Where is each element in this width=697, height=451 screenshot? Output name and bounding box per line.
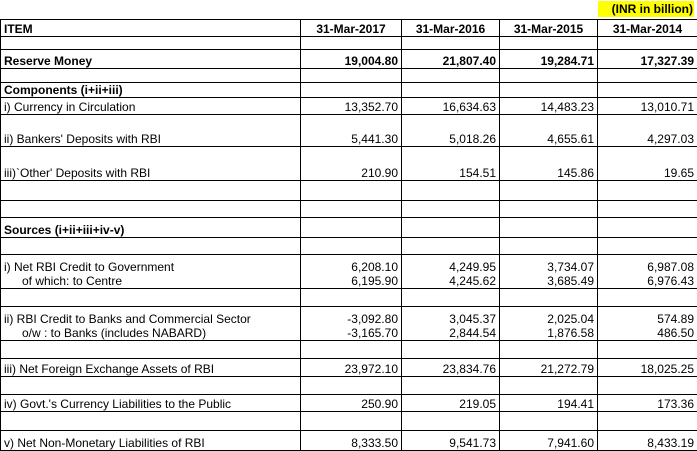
cell-line: 6,195.90 <box>304 274 398 288</box>
cell-line: o/w : to Banks (includes NABARD) <box>4 326 297 340</box>
table-row <box>1 201 697 218</box>
cell-line: -3,092.80 <box>304 312 398 326</box>
value-cell <box>301 69 402 83</box>
header-row <box>1 20 697 37</box>
item-cell <box>1 201 301 218</box>
cell-line: 574.89 <box>601 312 694 326</box>
value-cell <box>301 307 402 341</box>
value-cell <box>402 377 500 395</box>
value-cell: 18,025.25 <box>598 359 697 377</box>
value-cell <box>500 201 598 218</box>
item-cell: v) Net Non-Monetary Liabilities of RBI <box>1 431 301 451</box>
item-cell: Reserve Money <box>1 50 301 69</box>
item-cell <box>1 69 301 83</box>
value-cell <box>598 255 697 289</box>
item-cell: iii) Net Foreign Exchange Assets of RBI <box>1 359 301 377</box>
table-row <box>1 307 697 341</box>
item-cell: Components (i+ii+iii) <box>1 83 301 98</box>
value-cell: 13,352.70 <box>301 98 402 115</box>
item-cell: iv) Govt.'s Currency Liabilities to the Public <box>1 395 301 412</box>
cell-line: 486.50 <box>601 326 694 340</box>
value-cell <box>500 377 598 395</box>
table-row <box>1 147 697 181</box>
value-cell: 17,327.39 <box>598 50 697 69</box>
value-cell <box>598 289 697 307</box>
value-cell: 219.05 <box>402 395 500 412</box>
table-row <box>1 255 697 289</box>
value-cell: 13,010.71 <box>598 98 697 115</box>
value-cell <box>402 218 500 238</box>
value-cell <box>301 218 402 238</box>
item-cell <box>1 307 301 341</box>
value-cell: 9,541.73 <box>402 431 500 451</box>
value-cell <box>598 181 697 201</box>
value-cell <box>598 307 697 341</box>
item-cell <box>1 377 301 395</box>
value-cell: 8,433.19 <box>598 431 697 451</box>
table-row <box>1 83 697 98</box>
value-cell: 14,483.23 <box>500 98 598 115</box>
value-cell <box>500 307 598 341</box>
table-row <box>1 289 697 307</box>
value-cell <box>598 201 697 218</box>
item-cell <box>1 412 301 431</box>
item-cell <box>1 181 301 201</box>
table-row <box>1 431 697 451</box>
value-cell: 4,655.61 <box>500 115 598 147</box>
value-cell <box>598 341 697 359</box>
value-cell: 23,834.76 <box>402 359 500 377</box>
value-cell <box>402 412 500 431</box>
value-cell: 8,333.50 <box>301 431 402 451</box>
value-cell <box>598 69 697 83</box>
value-cell <box>500 255 598 289</box>
table-row <box>1 50 697 69</box>
table-row <box>1 395 697 412</box>
cell-line: of which: to Centre <box>4 274 297 288</box>
value-cell: 210.90 <box>301 147 402 181</box>
cell-line: 4,245.62 <box>405 274 496 288</box>
value-cell <box>301 37 402 50</box>
value-cell: 250.90 <box>301 395 402 412</box>
item-cell: ii) Bankers' Deposits with RBI <box>1 115 301 147</box>
cell-line: 6,987.08 <box>601 260 694 274</box>
value-cell <box>598 377 697 395</box>
value-cell <box>402 83 500 98</box>
table-row <box>1 181 697 201</box>
value-cell <box>500 289 598 307</box>
value-cell <box>402 307 500 341</box>
value-cell <box>301 341 402 359</box>
value-cell <box>301 377 402 395</box>
value-cell <box>500 181 598 201</box>
value-cell <box>500 238 598 255</box>
cell-line: 4,249.95 <box>405 260 496 274</box>
value-cell <box>402 289 500 307</box>
value-cell <box>598 218 697 238</box>
value-cell: 21,272.79 <box>500 359 598 377</box>
value-cell <box>301 181 402 201</box>
header-date: 31-Mar-2014 <box>598 20 697 37</box>
cell-line: i) Net RBI Credit to Government <box>4 260 297 274</box>
value-cell <box>500 69 598 83</box>
value-cell: 19,004.80 <box>301 50 402 69</box>
value-cell <box>301 289 402 307</box>
item-cell: iii)`Other' Deposits with RBI <box>1 147 301 181</box>
value-cell <box>598 83 697 98</box>
header-date: 31-Mar-2017 <box>301 20 402 37</box>
table-row <box>1 218 697 238</box>
unit-note: (INR in billion) <box>598 1 694 17</box>
value-cell <box>301 255 402 289</box>
value-cell <box>598 412 697 431</box>
table-row <box>1 98 697 115</box>
table-row <box>1 37 697 50</box>
value-cell <box>402 201 500 218</box>
table-row <box>1 359 697 377</box>
value-cell: 5,018.26 <box>402 115 500 147</box>
item-cell: i) Currency in Circulation <box>1 98 301 115</box>
table-body <box>1 37 697 451</box>
cell-line: -3,165.70 <box>304 326 398 340</box>
value-cell <box>500 37 598 50</box>
value-cell <box>598 37 697 50</box>
value-cell: 4,297.03 <box>598 115 697 147</box>
value-cell <box>598 238 697 255</box>
item-cell <box>1 289 301 307</box>
value-cell: 19,284.71 <box>500 50 598 69</box>
reserve-money-table <box>0 19 697 451</box>
cell-line: 6,976.43 <box>601 274 694 288</box>
value-cell: 19.65 <box>598 147 697 181</box>
table-row <box>1 412 697 431</box>
value-cell: 194.41 <box>500 395 598 412</box>
table-row <box>1 377 697 395</box>
cell-line: 3,734.07 <box>503 260 594 274</box>
table-row <box>1 115 697 147</box>
item-cell <box>1 37 301 50</box>
cell-line: 6,208.10 <box>304 260 398 274</box>
header-item: ITEM <box>1 20 301 37</box>
value-cell <box>402 37 500 50</box>
cell-line: 2,025.04 <box>503 312 594 326</box>
value-cell: 16,634.63 <box>402 98 500 115</box>
value-cell <box>402 341 500 359</box>
item-cell: Sources (i+ii+iii+iv-v) <box>1 218 301 238</box>
value-cell <box>402 181 500 201</box>
value-cell: 5,441.30 <box>301 115 402 147</box>
value-cell: 21,807.40 <box>402 50 500 69</box>
value-cell <box>500 341 598 359</box>
table-row <box>1 238 697 255</box>
value-cell <box>500 412 598 431</box>
value-cell <box>500 83 598 98</box>
item-cell <box>1 341 301 359</box>
value-cell <box>301 238 402 255</box>
value-cell <box>301 83 402 98</box>
value-cell <box>402 255 500 289</box>
cell-line: 3,045.37 <box>405 312 496 326</box>
cell-line: 3,685.49 <box>503 274 594 288</box>
value-cell: 23,972.10 <box>301 359 402 377</box>
cell-line: 2,844.54 <box>405 326 496 340</box>
value-cell <box>402 69 500 83</box>
value-cell <box>301 412 402 431</box>
table-row <box>1 69 697 83</box>
value-cell <box>402 238 500 255</box>
cell-line: 1,876.58 <box>503 326 594 340</box>
header-date: 31-Mar-2016 <box>402 20 500 37</box>
item-cell <box>1 255 301 289</box>
cell-line: ii) RBI Credit to Banks and Commercial Sector <box>4 312 297 326</box>
table-row <box>1 341 697 359</box>
value-cell <box>500 218 598 238</box>
item-cell <box>1 238 301 255</box>
value-cell: 154.51 <box>402 147 500 181</box>
value-cell: 7,941.60 <box>500 431 598 451</box>
value-cell <box>301 201 402 218</box>
value-cell: 173.36 <box>598 395 697 412</box>
header-date: 31-Mar-2015 <box>500 20 598 37</box>
value-cell: 145.86 <box>500 147 598 181</box>
